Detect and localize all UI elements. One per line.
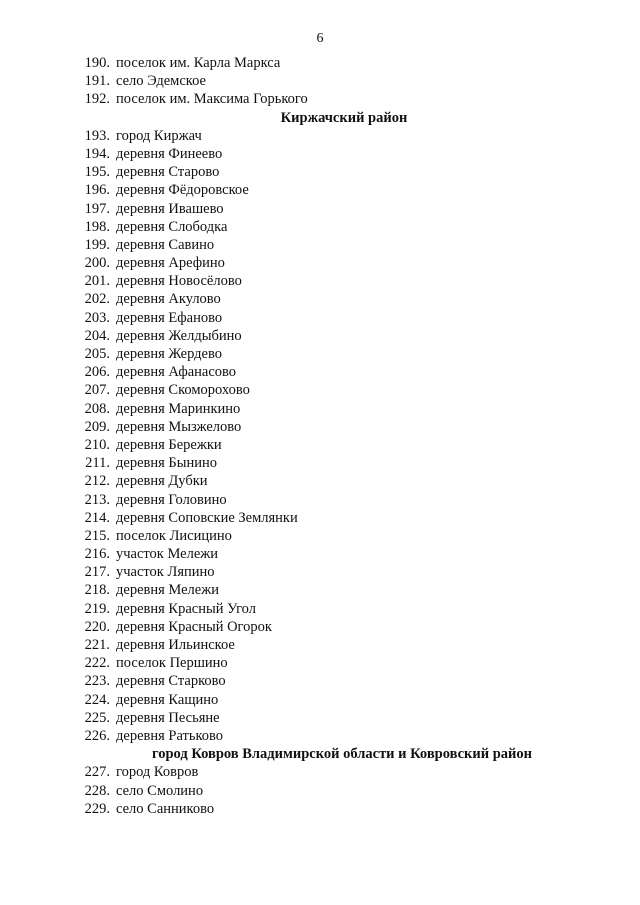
item-number: 225.: [84, 709, 110, 726]
section-heading: [0, 745, 640, 763]
item-number: 199.: [84, 236, 110, 253]
list-item: [0, 709, 640, 727]
list-item: [0, 691, 640, 709]
item-number: 215.: [84, 527, 110, 544]
item-name: деревня Финеево: [116, 145, 223, 162]
item-name: поселок им. Максима Горького: [116, 91, 308, 108]
list-item: [0, 672, 640, 690]
list-item: [0, 763, 640, 781]
list-item: [0, 90, 640, 108]
item-number: 210.: [84, 436, 110, 453]
item-number: 216.: [84, 546, 110, 563]
list-item: [0, 163, 640, 181]
item-name: деревня Акулово: [116, 291, 221, 308]
item-name: деревня Бынино: [116, 455, 217, 472]
item-number: 204.: [84, 327, 110, 344]
list-item: [0, 345, 640, 363]
item-number: 217.: [84, 564, 110, 581]
item-number: 219.: [84, 600, 110, 617]
list-item: [0, 654, 640, 672]
list-item: [0, 527, 640, 545]
item-name: поселок им. Карла Маркса: [116, 55, 281, 71]
item-number: 212.: [84, 473, 110, 490]
item-name: деревня Мызжелово: [116, 418, 242, 435]
item-number: 196.: [84, 182, 110, 199]
item-name: деревня Старково: [116, 673, 226, 690]
list-item: [0, 600, 640, 618]
list-item: [0, 381, 640, 399]
item-number: 200.: [84, 255, 110, 272]
list-item: [0, 181, 640, 199]
item-number: 227.: [84, 764, 110, 781]
list-item: [0, 618, 640, 636]
list-item: [0, 54, 640, 72]
list-item: [0, 454, 640, 472]
item-number: 220.: [84, 618, 110, 635]
list-item: [0, 472, 640, 490]
item-name: деревня Ефаново: [116, 309, 223, 326]
item-name: поселок Першино: [116, 655, 228, 672]
item-name: деревня Кащино: [116, 691, 219, 708]
item-name: село Эдемское: [116, 73, 206, 90]
list-item: [0, 563, 640, 581]
list-item: [0, 327, 640, 345]
settlement-list: [0, 54, 640, 818]
item-number: 190.: [84, 55, 110, 71]
item-number: 213.: [84, 491, 110, 508]
item-name: село Смолино: [116, 782, 204, 799]
item-number: 194.: [84, 145, 110, 162]
item-number: 211.: [85, 455, 110, 472]
item-number: 209.: [84, 418, 110, 435]
item-name: деревня Новосёлово: [116, 273, 242, 290]
list-item: [0, 72, 640, 90]
item-name: деревня Дубки: [116, 473, 208, 490]
item-name: деревня Соповские Землянки: [116, 509, 298, 526]
item-name: деревня Красный Огорок: [116, 618, 272, 635]
item-number: 218.: [84, 582, 110, 599]
list-item: [0, 418, 640, 436]
item-number: 205.: [84, 346, 110, 362]
list-item: [0, 581, 640, 599]
list-item: [0, 236, 640, 254]
list-item: [0, 200, 640, 218]
item-number: 229.: [84, 800, 110, 817]
item-number: 207.: [84, 382, 110, 399]
list-item: [0, 400, 640, 418]
list-item: [0, 145, 640, 163]
item-number: 202.: [84, 291, 110, 308]
item-name: деревня Арефино: [116, 255, 225, 272]
list-item: [0, 272, 640, 290]
page-number: 6: [316, 31, 324, 46]
list-item: [0, 218, 640, 236]
item-name: деревня Красный Угол: [116, 600, 256, 617]
list-item: [0, 727, 640, 745]
item-number: 203.: [84, 309, 110, 326]
item-name: деревня Маринкино: [116, 400, 241, 417]
list-item: [0, 636, 640, 654]
item-number: 223.: [84, 673, 110, 690]
item-number: 208.: [84, 400, 110, 417]
item-name: деревня Головино: [116, 491, 227, 508]
item-number: 226.: [84, 727, 110, 744]
item-number: 224.: [84, 691, 110, 708]
item-number: 197.: [84, 200, 110, 217]
list-item: [0, 436, 640, 454]
item-name: участок Мележи: [116, 546, 219, 563]
list-item: [0, 309, 640, 327]
list-item: [0, 782, 640, 800]
item-name: деревня Песьяне: [116, 709, 220, 726]
item-name: деревня Мележи: [116, 582, 219, 599]
item-name: село Санниково: [116, 800, 215, 817]
item-number: 192.: [84, 91, 110, 108]
item-name: деревня Слободка: [116, 218, 228, 235]
item-number: 191.: [84, 73, 110, 90]
item-name: деревня Ратьково: [116, 727, 224, 744]
list-item: [0, 254, 640, 272]
list-item: [0, 545, 640, 563]
item-name: деревня Желдыбино: [116, 327, 242, 344]
item-name: город Ковров: [116, 764, 199, 781]
item-number: 198.: [84, 218, 110, 235]
item-name: деревня Фёдоровское: [116, 182, 249, 199]
item-number: 228.: [84, 782, 110, 799]
item-name: деревня Жердево: [116, 346, 222, 362]
list-item: [0, 509, 640, 527]
list-item: [0, 800, 640, 818]
item-name: участок Ляпино: [116, 564, 215, 581]
section-heading-text: Киржачский район: [280, 109, 408, 126]
item-number: 201.: [84, 273, 110, 290]
item-name: город Киржач: [116, 127, 202, 144]
list-item: [0, 491, 640, 509]
item-name: деревня Старово: [116, 164, 220, 181]
list-item: [0, 290, 640, 308]
item-number: 195.: [84, 164, 110, 181]
item-name: деревня Бережки: [116, 436, 222, 453]
item-name: деревня Савино: [116, 236, 215, 253]
item-name: деревня Ивашево: [116, 200, 224, 217]
item-number: 222.: [84, 655, 110, 672]
item-name: деревня Скоморохово: [116, 382, 250, 399]
item-name: деревня Ильинское: [116, 637, 235, 653]
item-number: 206.: [84, 364, 110, 381]
item-number: 221.: [84, 637, 110, 653]
item-name: деревня Афанасово: [116, 364, 237, 381]
section-heading-text: город Ковров Владимирской области и Ковровский район: [151, 746, 533, 763]
list-item: [0, 127, 640, 145]
section-heading: [0, 109, 640, 127]
item-name: поселок Лисицино: [116, 527, 232, 544]
list-item: [0, 363, 640, 381]
item-number: 214.: [84, 509, 110, 526]
item-number: 193.: [84, 127, 110, 144]
